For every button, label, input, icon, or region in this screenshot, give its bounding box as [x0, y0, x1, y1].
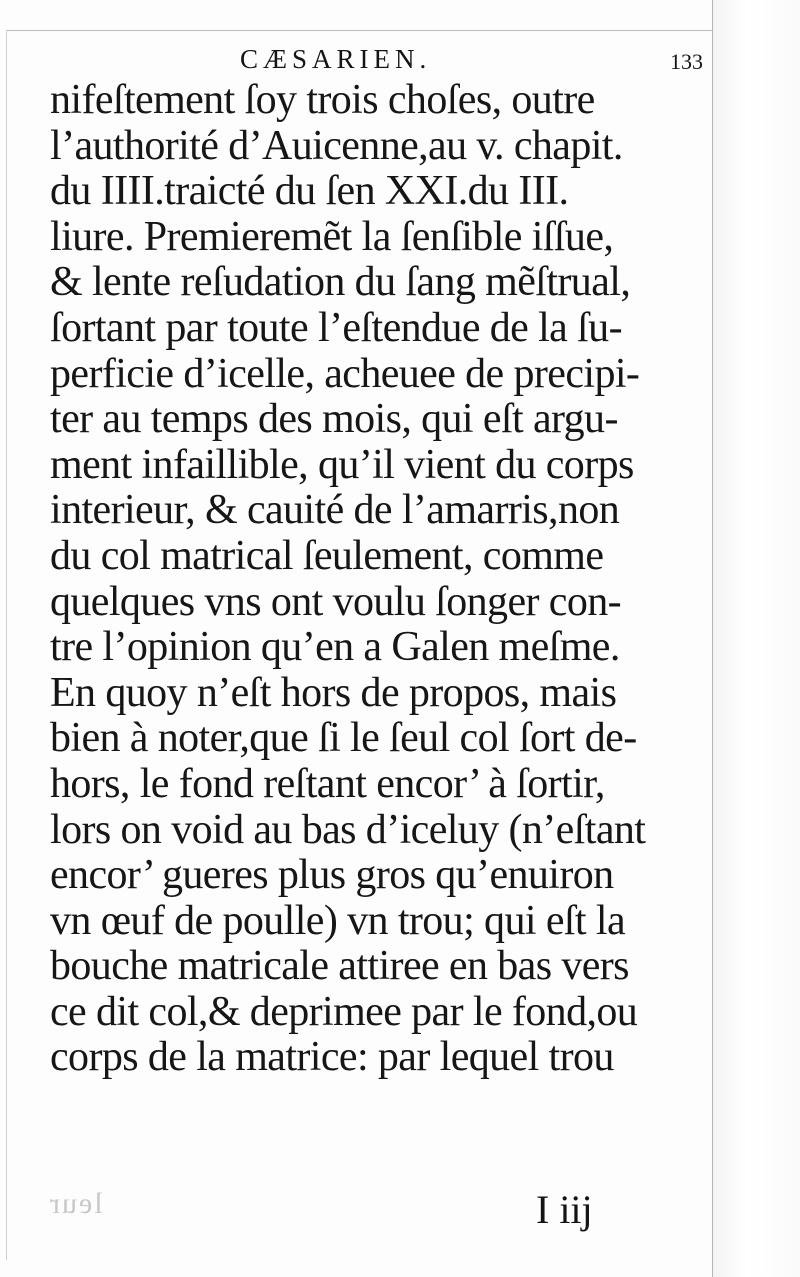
running-head: [40, 42, 705, 76]
text-line: En quoy n’eſt hors de propos, mais: [50, 669, 617, 716]
running-title: CÆSARIEN.: [240, 44, 432, 74]
text-line: ter au temps des mois, qui eſt argu-: [50, 396, 618, 443]
text-line: du col matrical ſeulement, comme: [50, 532, 604, 579]
text-line: nifeſtement ſoy trois choſes, outre: [50, 77, 595, 123]
text-line: & lente reſudation du ſang mẽſtrual,: [50, 259, 631, 306]
page-number: 133: [670, 49, 703, 74]
text-line: corps de la matrice: par lequel trou: [50, 1034, 614, 1081]
text-line: bouche matricale attiree en bas vers: [50, 943, 629, 990]
text-line: quelques vns ont voulu ſonger con-: [50, 578, 622, 625]
text-line: interieur, & cauité de l’amarris,non: [50, 487, 620, 534]
text-line: encor’ gueres plus gros qu’enuiron: [50, 852, 614, 899]
text-line: perficie d’icelle, acheuee de precipi-: [50, 350, 640, 397]
page-edge: [713, 0, 800, 1277]
text-line: du IIII.traicté du ſen XXI.du III.: [50, 168, 569, 215]
scan-frame-left: [6, 30, 7, 1260]
text-line: bien à noter,que ſi le ſeul col ſort de-: [50, 715, 637, 762]
text-line: ſortant par toute l’eſtendue de la ſu-: [50, 304, 622, 351]
text-line: liure. Premieremẽt la ſenſible iſſue,: [50, 213, 614, 260]
scan-frame-top: [6, 30, 712, 31]
scan-frame-right: [712, 0, 713, 1277]
text-line: ment infaillible, qu’il vient du corps: [50, 441, 634, 488]
text-line: ce dit col,& deprimee par le fond,ou: [50, 988, 638, 1035]
show-through-text: leur: [48, 1187, 103, 1220]
text-line: lors on void au bas d’iceluy (n’eſtant: [50, 806, 646, 853]
text-line: vn œuf de poulle) vn trou; qui eſt la: [50, 897, 626, 944]
text-line: hors, le fond reſtant encor’ à ſortir,: [50, 760, 605, 807]
text-line: l’authorité d’Auicenne,au v. chapit.: [50, 122, 623, 169]
signature-mark: I iij: [536, 1187, 593, 1232]
text-block: [50, 78, 705, 1081]
text-line: tre l’opinion qu’en a Galen meſme.: [50, 624, 620, 671]
